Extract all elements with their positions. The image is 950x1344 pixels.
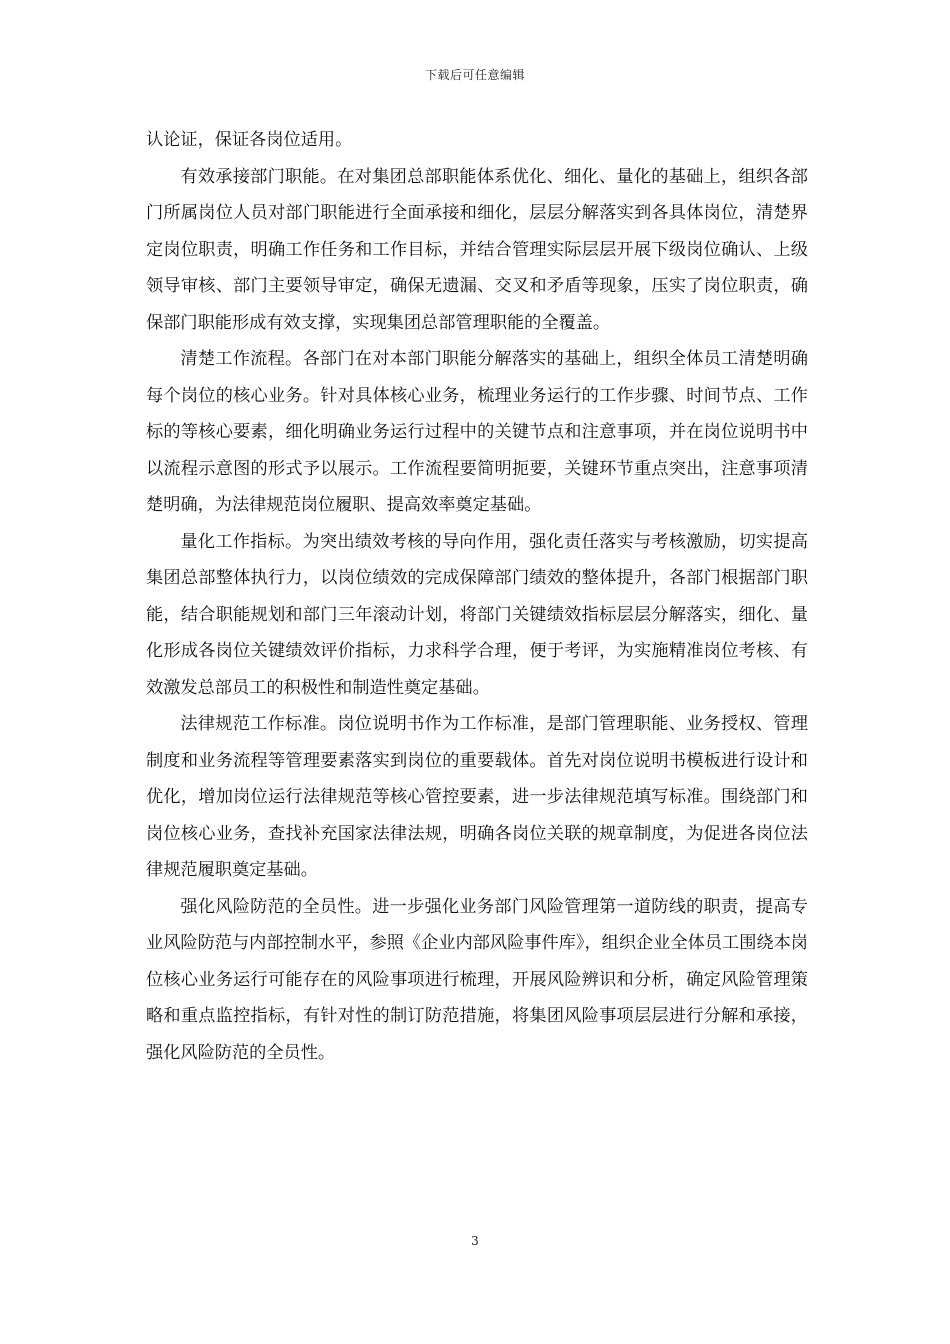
page-number: 3 [471, 1234, 479, 1248]
page-header-note: 下载后可任意编辑 [424, 68, 525, 82]
paragraph-department-functions: 有效承接部门职能。在对集团总部职能体系优化、细化、量化的基础上，组织各部门所属岗位人员对部门职能进行全面承接和细化，层层分解落实到各具体岗位，清楚界定岗位职责，明确工作任务和工作目标，并结合管理实际层层开展下级岗位确认、上级领导审核、部门主要领导审定，确保无遗漏、交叉和矛盾等现象，压实了岗位职责，确保部门职能形成有效支撑，实现集团总部管理职能的全覆盖。 [146, 166, 808, 333]
paragraph-work-standards: 法律规范工作标准。岗位说明书作为工作标准，是部门管理职能、业务授权、管理制度和业务流程等管理要素落实到岗位的重要载体。首先对岗位说明书模板进行设计和优化，增加岗位运行法律规范等核心管控要素，进一步法律规范填写标准。围绕部门和岗位核心业务，查找补充国家法律法规，明确各岗位关联的规章制度，为促进各岗位法律规范履职奠定基础。 [146, 714, 808, 880]
paragraph-continuation: 认论证，保证各岗位适用。 [146, 130, 353, 150]
paragraph-work-process: 清楚工作流程。各部门在对本部门职能分解落实的基础上，组织全体员工清楚明确每个岗位的核心业务。针对具体核心业务，梳理业务运行的工作步骤、时间节点、工作标的等核心要素，细化明确业务运行过程中的关键节点和注意事项，并在岗位说明书中以流程示意图的形式予以展示。工作流程要简明扼要，关键环节重点突出，注意事项清楚明确，为法律规范岗位履职、提高效率奠定基础。 [146, 349, 808, 515]
paragraph-work-indicators: 量化工作指标。为突出绩效考核的导向作用，强化责任落实与考核激励，切实提高集团总部整体执行力，以岗位绩效的完成保障部门绩效的整体提升，各部门根据部门职能，结合职能规划和部门三年滚动计划，将部门关键绩效指标层层分解落实，细化、量化形成各岗位关键绩效评价指标，力求科学合理，便于考评，为实施精准岗位考核、有效激发总部员工的积极性和制造性奠定基础。 [146, 531, 808, 698]
document-body [146, 122, 808, 1071]
paragraph-risk-prevention: 强化风险防范的全员性。进一步强化业务部门风险管理第一道防线的职责，提高专业风险防范与内部控制水平，参照《企业内部风险事件库》，组织企业全体员工围绕本岗位核心业务运行可能存在的风险事项进行梳理，开展风险辨识和分析，确定风险管理策略和重点监控指标，有针对性的制订防范措施，将集团风险事项层层进行分解和承接，强化风险防范的全员性。 [146, 896, 808, 1063]
